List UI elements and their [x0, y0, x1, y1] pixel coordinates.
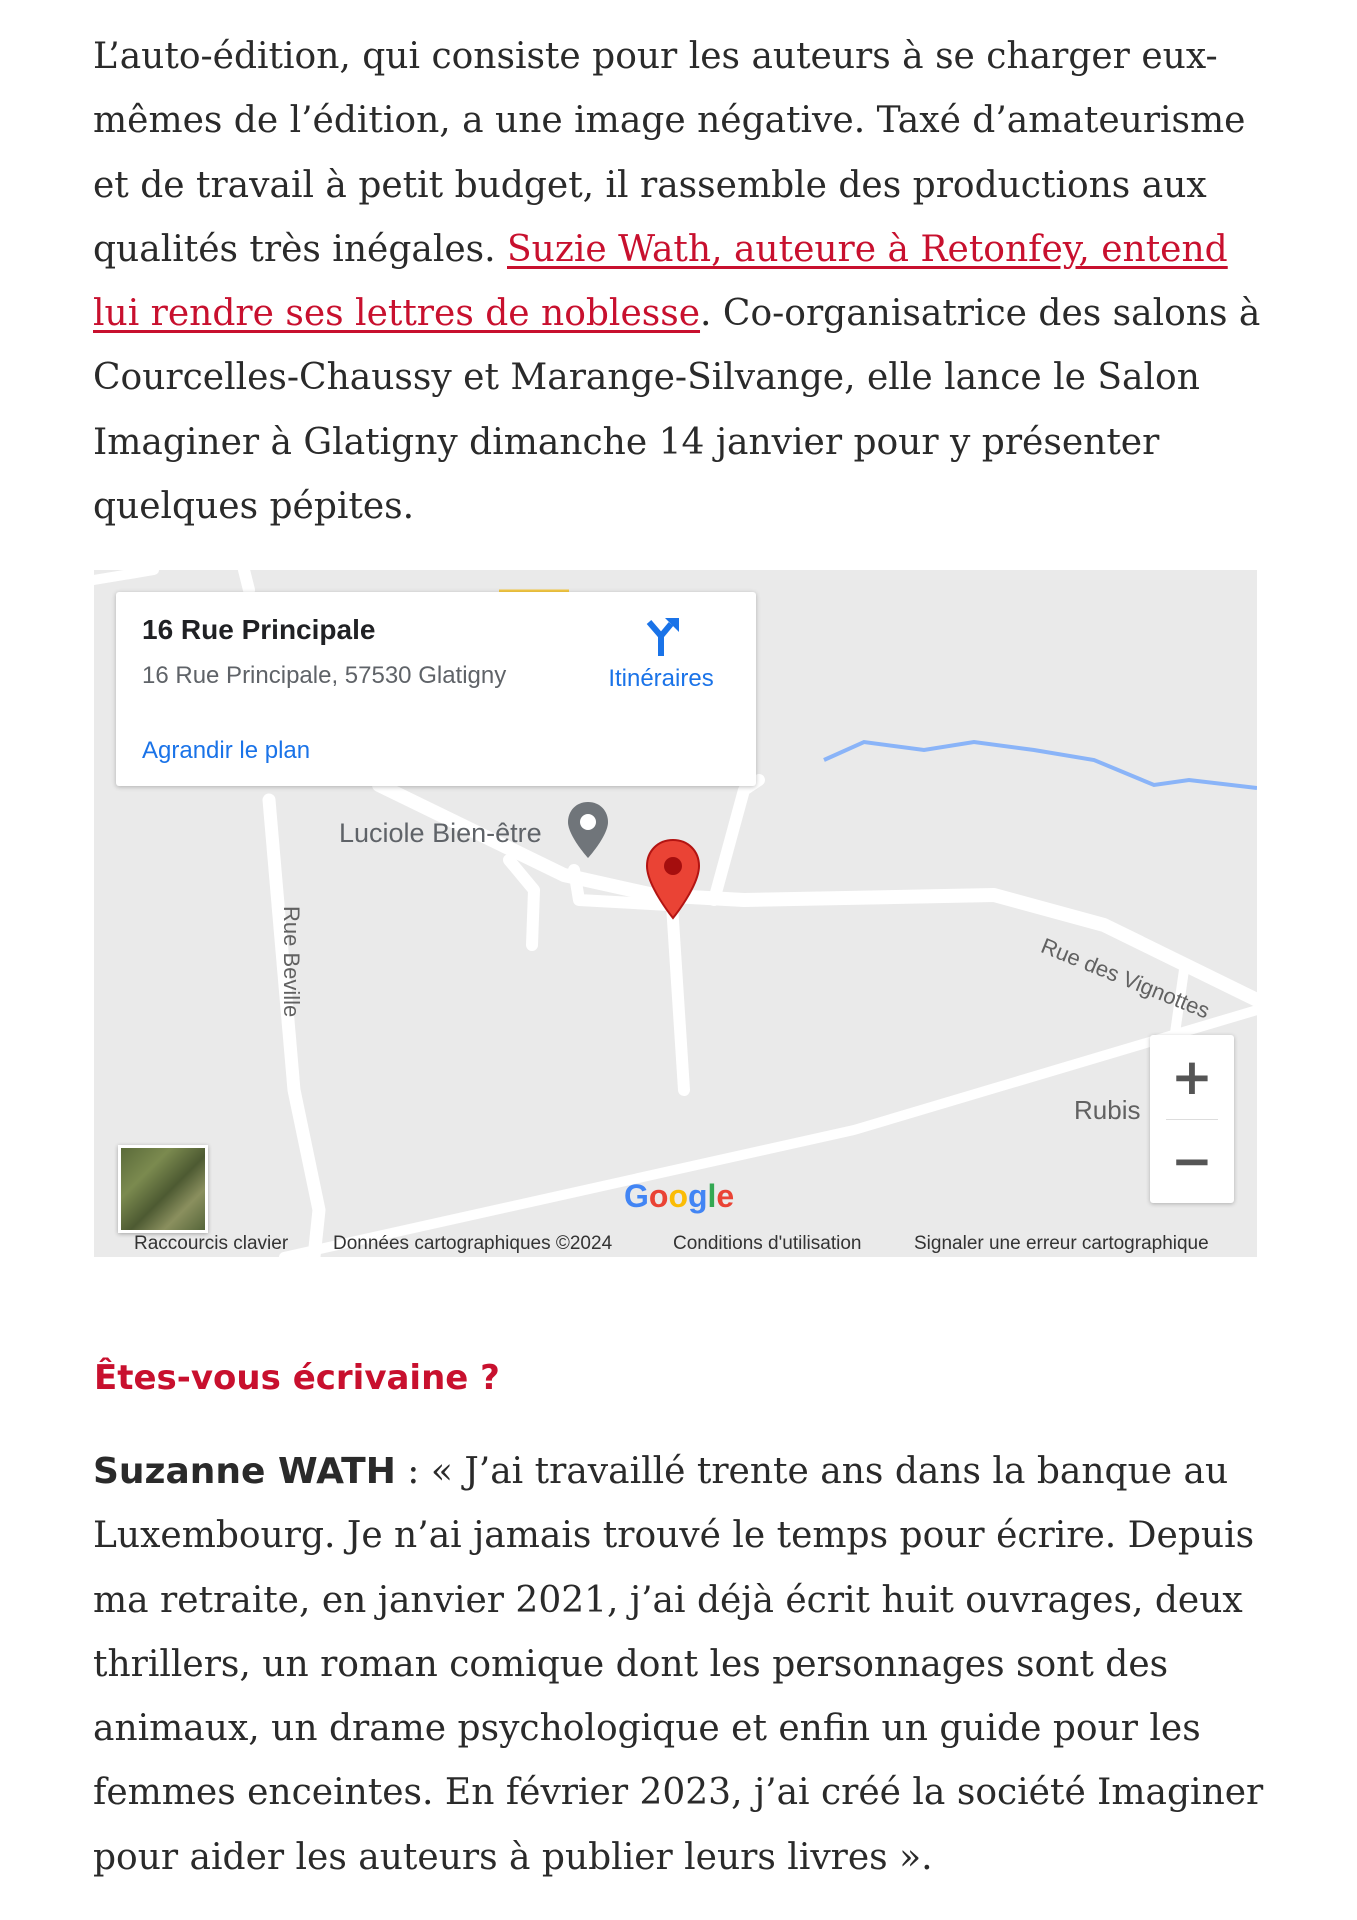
intro-paragraph: [93, 25, 1268, 539]
directions-label: Itinéraires: [608, 665, 714, 692]
road-label-rubis: Rubis: [1074, 1095, 1141, 1125]
intro-text-after: . Co-organisatrice des salons à Courcelles-Chaussy et Marange-Silvange, elle lance le Salon Imaginer à Glatigny dimanche 14 janvier pour y présenter quelques pépites.: [93, 293, 1261, 528]
zoom-in-button[interactable]: +: [1171, 1048, 1213, 1106]
place-info-card: [116, 592, 756, 786]
directions-button[interactable]: [586, 614, 736, 693]
embedded-map[interactable]: [94, 570, 1257, 1257]
terms-of-use-link[interactable]: Conditions d'utilisation: [673, 1233, 862, 1254]
zoom-control: [1150, 1035, 1234, 1203]
google-logo-letter: o: [668, 1178, 688, 1214]
enlarge-map-link[interactable]: Agrandir le plan: [142, 737, 311, 764]
quote-speaker: Suzanne WATH: [93, 1451, 396, 1492]
report-map-error-link[interactable]: Signaler une erreur cartographique: [914, 1233, 1209, 1254]
road-label-beville: Rue Beville: [279, 906, 304, 1018]
google-logo-letter: e: [716, 1178, 735, 1214]
directions-arrow-icon: [639, 614, 683, 658]
place-pin-icon[interactable]: [564, 800, 612, 862]
place-address: 16 Rue Principale, 57530 Glatigny: [142, 662, 507, 689]
google-logo-letter: o: [648, 1178, 669, 1214]
intro-text-before: L’auto-édition, qui consiste pour les auteurs à se charger eux-mêmes de l’édition, a une image négative. Taxé d’amateurisme et de travail à petit budget, il rassemble des productions aux qualités très inégales.: [93, 36, 1246, 270]
section-heading: Êtes-vous écrivaine ?: [94, 1358, 500, 1398]
poi-label-luciole[interactable]: Luciole Bien-être: [339, 818, 542, 848]
google-logo: [624, 1178, 734, 1215]
red-location-marker-icon[interactable]: [644, 838, 702, 920]
place-title: 16 Rue Principale: [142, 614, 376, 645]
map-attribution-bar: [94, 1227, 1257, 1257]
google-logo-letter: G: [624, 1178, 649, 1214]
satellite-toggle-thumbnail[interactable]: [118, 1145, 208, 1233]
zoom-out-button[interactable]: −: [1171, 1132, 1213, 1190]
google-logo-letter: g: [687, 1178, 708, 1214]
google-logo-letter: l: [707, 1178, 717, 1214]
map-data-credit: Données cartographiques ©2024: [333, 1233, 613, 1254]
keyboard-shortcuts-link[interactable]: Raccourcis clavier: [134, 1233, 289, 1254]
quote-text: : « J’ai travaillé trente ans dans la banque au Luxembourg. Je n’ai jamais trouvé le temps pour écrire. Depuis ma retraite, en janvier 2021, j’ai déjà écrit huit ouvrages, deux thrillers, un roman comique dont les personnages sont des animaux, un drame psychologique et enfin un guide pour les femmes enceintes. En février 2023, j’ai créé la société Imaginer pour aider les auteurs à publier leurs livres ».: [93, 1451, 1264, 1878]
road-label-vignottes: Rue des Vignottes: [1037, 933, 1214, 1024]
quote-paragraph: [93, 1440, 1268, 1890]
article-link-suzie-wath[interactable]: Suzie Wath, auteure à Retonfey, entend lui rendre ses lettres de noblesse: [93, 228, 1228, 335]
